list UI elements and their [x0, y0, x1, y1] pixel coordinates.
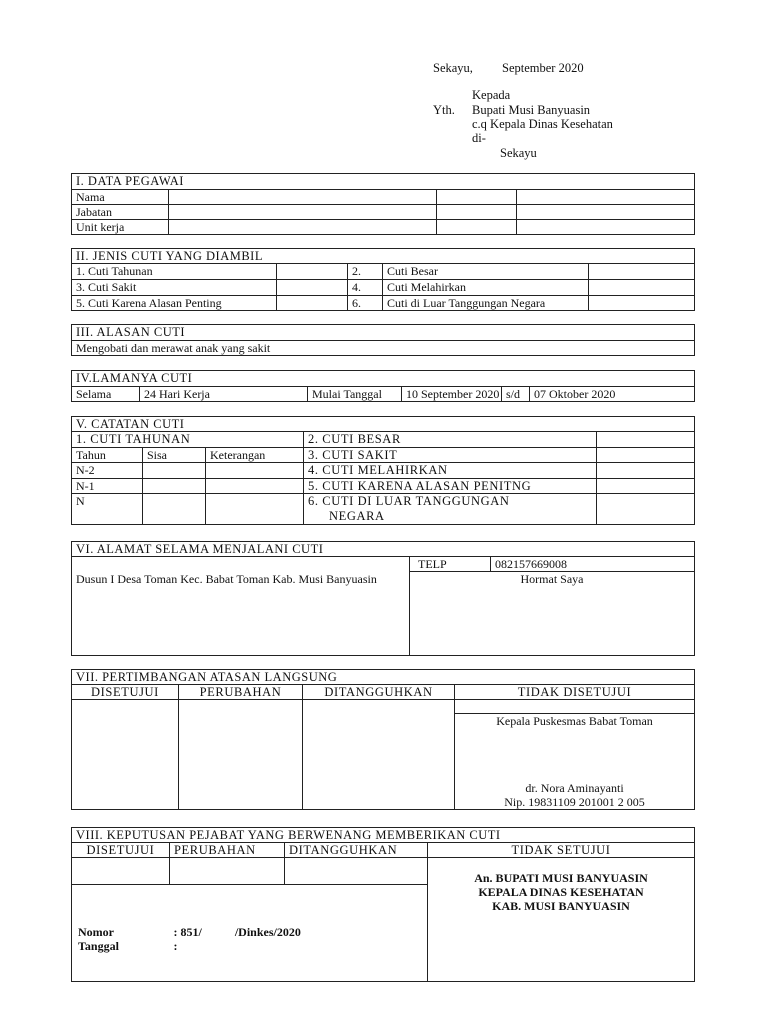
cuti-besar-label: 2. CUTI BESAR	[304, 432, 597, 448]
section-title: VI. ALAMAT SELAMA MENJALANI CUTI	[72, 542, 695, 557]
field-label-nama: Nama	[72, 190, 169, 205]
leave-type-6: Cuti di Luar Tanggungan Negara	[383, 296, 589, 311]
cuti-luar-tanggungan-label	[304, 494, 597, 525]
col-tidak-setujui: TIDAK SETUJUI	[428, 843, 695, 858]
pejabat-line-1: An. BUPATI MUSI BANYUASIN	[474, 871, 648, 885]
col-sisa: Sisa	[143, 448, 206, 463]
kepada-label: Kepada	[472, 88, 511, 102]
leave-number-4: 4.	[348, 280, 383, 296]
col-tahun: Tahun	[72, 448, 143, 463]
tanggal-value: :	[173, 939, 178, 953]
start-date: 10 September 2020	[402, 387, 502, 402]
end-date: 07 Oktober 2020	[530, 387, 695, 402]
section-jenis-cuti	[71, 248, 695, 311]
section-title: VIII. KEPUTUSAN PEJABAT YANG BERWENANG MEMBERIKAN CUTI	[72, 828, 695, 843]
section-title: I. DATA PEGAWAI	[72, 174, 695, 190]
section-title: VII. PERTIMBANGAN ATASAN LANGSUNG	[72, 670, 695, 685]
cuti-sakit-label: 3. CUTI SAKIT	[304, 448, 597, 463]
leave-type-3: 3. Cuti Sakit	[72, 280, 277, 296]
section-catatan-cuti	[71, 416, 695, 525]
nomor-tanggal-values	[170, 885, 428, 982]
atasan-signature-block	[455, 714, 695, 810]
col-keterangan: Keterangan	[206, 448, 304, 463]
section-title: II. JENIS CUTI YANG DIAMBIL	[72, 249, 695, 264]
sd-label: s/d	[502, 387, 530, 402]
col-disetujui: DISETUJUI	[72, 843, 170, 858]
telp-number: 082157669008	[491, 557, 695, 572]
year-n-1: N-1	[72, 479, 143, 494]
section-title: III. ALASAN CUTI	[72, 325, 695, 341]
col-ditangguhkan: DITANGGUHKAN	[285, 843, 428, 858]
col-perubahan: PERUBAHAN	[170, 843, 285, 858]
col-ditangguhkan: DITANGGUHKAN	[303, 685, 455, 700]
cuti-tahunan-header: 1. CUTI TAHUNAN	[72, 432, 304, 448]
field-label-jabatan: Jabatan	[72, 205, 169, 220]
leave-type-1: 1. Cuti Tahunan	[72, 264, 277, 280]
leave-duration: 24 Hari Kerja	[140, 387, 308, 402]
address-text: Dusun I Desa Toman Kec. Babat Toman Kab. Musi Banyuasin	[72, 572, 410, 656]
section-alasan-cuti	[71, 324, 695, 356]
nomor-tanggal-labels	[72, 885, 170, 982]
hormat-saya: Hormat Saya	[410, 572, 695, 656]
atasan-position: Kepala Puskesmas Babat Toman	[496, 714, 653, 728]
atasan-name: dr. Nora Aminayanti	[525, 781, 624, 795]
section-pertimbangan-atasan	[71, 669, 695, 810]
section-alamat	[71, 541, 695, 656]
leave-number-6: 6.	[348, 296, 383, 311]
section-lamanya-cuti	[71, 370, 695, 402]
year-n: N	[72, 494, 143, 525]
col-perubahan: PERUBAHAN	[179, 685, 303, 700]
cuti-melahirkan-label: 4. CUTI MELAHIRKAN	[304, 463, 597, 479]
letter-date: September 2020	[502, 61, 584, 75]
cuti-luar-line-2: NEGARA	[329, 509, 385, 523]
recipient-line-1: Bupati Musi Banyuasin	[472, 103, 591, 117]
section-keputusan-pejabat	[71, 827, 695, 982]
section-title: V. CATATAN CUTI	[72, 417, 695, 432]
nomor-label: Nomor	[78, 925, 114, 939]
telp-label: TELP	[410, 557, 491, 572]
recipient-line-3: di-	[472, 131, 486, 145]
recipient-line-2: c.q Kepala Dinas Kesehatan	[472, 117, 613, 131]
pejabat-line-2: KEPALA DINAS KESEHATAN	[478, 885, 644, 899]
tanggal-label: Tanggal	[78, 939, 119, 953]
atasan-nip: Nip. 19831109 201001 2 005	[504, 795, 645, 809]
leave-reason: Mengobati dan merawat anak yang sakit	[72, 341, 695, 356]
section-title: IV.LAMANYA CUTI	[72, 371, 695, 387]
col-disetujui: DISETUJUI	[72, 685, 179, 700]
mulai-label: Mulai Tanggal	[308, 387, 402, 402]
letter-place: Sekayu,	[433, 61, 473, 75]
year-n-2: N-2	[72, 463, 143, 479]
pejabat-line-3: KAB. MUSI BANYUASIN	[492, 899, 630, 913]
pejabat-signature-block	[428, 858, 695, 982]
cuti-alasan-penting-label: 5. CUTI KARENA ALASAN PENITNG	[304, 479, 597, 494]
section-data-pegawai	[71, 173, 695, 235]
leave-type-2: Cuti Besar	[383, 264, 589, 280]
cuti-luar-line-1: 6. CUTI DI LUAR TANGGUNGAN	[308, 494, 510, 508]
recipient-line-4: Sekayu	[500, 146, 537, 160]
nomor-value: : 851/ /Dinkes/2020	[173, 925, 301, 939]
col-tidak-disetujui: TIDAK DISETUJUI	[455, 685, 695, 700]
leave-type-5: 5. Cuti Karena Alasan Penting	[72, 296, 277, 311]
leave-type-4: Cuti Melahirkan	[383, 280, 589, 296]
yth-label: Yth.	[433, 103, 455, 117]
field-label-unit-kerja: Unit kerja	[72, 220, 169, 235]
selama-label: Selama	[72, 387, 140, 402]
leave-number-2: 2.	[348, 264, 383, 280]
